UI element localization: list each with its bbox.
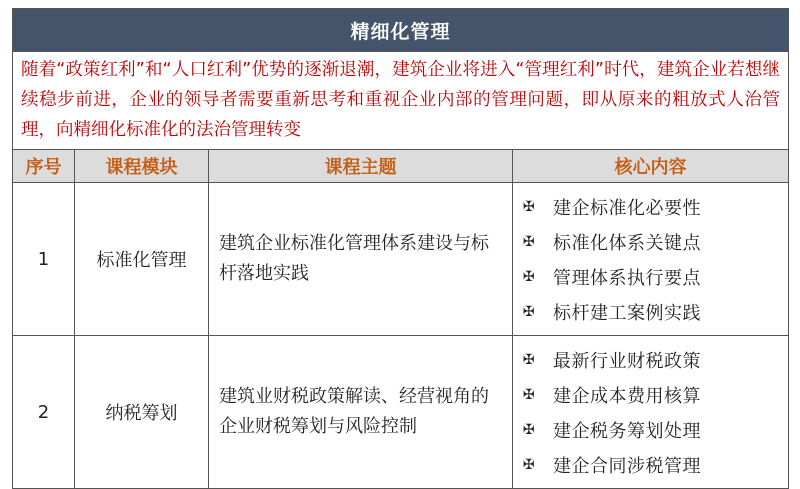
course-module: 标准化管理 [75,183,209,336]
core-item-text: 建企标准化必要性 [553,197,701,219]
core-item-text: 标杆建工案例实践 [553,302,701,324]
header-module: 课程模块 [75,150,209,183]
table-title: 精细化管理 [13,9,789,52]
maltese-cross-icon: ✠ [523,233,535,250]
row-number: 2 [13,336,75,489]
table-row [13,183,789,336]
core-item [523,294,788,329]
maltese-cross-icon: ✠ [523,268,535,285]
maltese-cross-icon: ✠ [523,303,535,320]
maltese-cross-icon: ✠ [523,198,535,215]
core-item [523,377,788,412]
core-item [523,189,788,224]
maltese-cross-icon: ✠ [523,351,535,368]
header-no: 序号 [13,150,75,183]
core-content [513,336,789,489]
maltese-cross-icon: ✠ [523,421,535,438]
title-row [13,9,789,52]
course-topic: 建筑企业标准化管理体系建设与标杆落地实践 [209,183,513,336]
core-item [523,412,788,447]
maltese-cross-icon: ✠ [523,386,535,403]
core-item-text: 建企合同涉税管理 [553,455,701,477]
course-module: 纳税筹划 [75,336,209,489]
core-item [523,447,788,482]
header-core: 核心内容 [513,150,789,183]
core-item-text: 建企成本费用核算 [553,385,701,407]
intro-text: 随着“政策红利”和“人口红利”优势的逐渐退潮，建筑企业将进入“管理红利”时代，建筑企业若想继续稳步前进，企业的领导者需要重新思考和重视企业内部的管理问题，即从原来的粗放式人治管理，向精细化标准化的法治管理转变 [13,52,789,150]
table-row [13,336,789,489]
core-item-text: 管理体系执行要点 [553,267,701,289]
header-topic: 课程主题 [209,150,513,183]
maltese-cross-icon: ✠ [523,456,535,473]
core-item-text: 建企税务筹划处理 [553,420,701,442]
course-topic: 建筑业财税政策解读、经营视角的企业财税筹划与风险控制 [209,336,513,489]
core-item-text: 标准化体系关键点 [553,232,701,254]
row-number: 1 [13,183,75,336]
core-item [523,259,788,294]
core-content [513,183,789,336]
course-table [12,8,789,489]
core-item [523,224,788,259]
intro-row [13,52,789,150]
course-table-container [12,8,788,477]
core-item [523,342,788,377]
core-item-text: 最新行业财税政策 [553,350,701,372]
header-row [13,150,789,183]
